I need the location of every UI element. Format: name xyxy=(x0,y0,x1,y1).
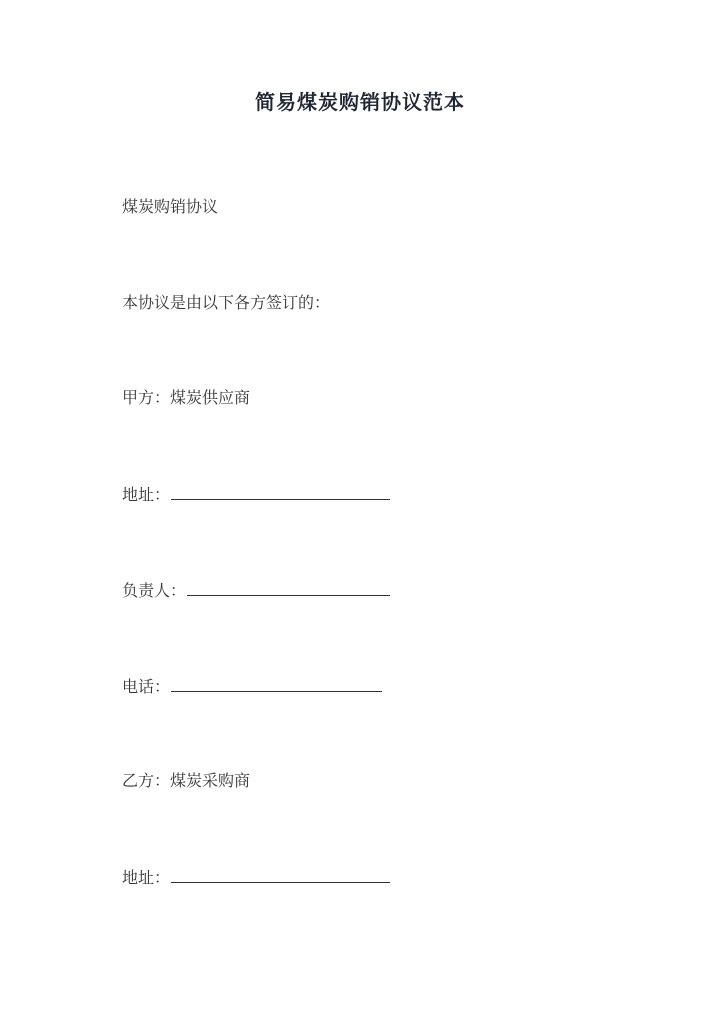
party-a-person-label: 负责人： xyxy=(122,581,187,600)
party-a-label: 甲方：煤炭供应商 xyxy=(122,388,251,407)
party-a-address-row xyxy=(122,483,390,506)
intro-paragraph: 本协议是由以下各方签订的： xyxy=(122,293,331,312)
party-b-address-row xyxy=(122,866,390,889)
party-b-address-label: 地址： xyxy=(122,868,171,887)
party-a-phone-blank xyxy=(171,675,382,692)
party-a-phone-row xyxy=(122,675,382,698)
document-title: 简易煤炭购销协议范本 xyxy=(255,90,465,114)
party-a-person-blank xyxy=(187,579,390,596)
party-a-address-label: 地址： xyxy=(122,485,171,504)
party-b-label: 乙方：煤炭采购商 xyxy=(122,771,251,790)
party-a-phone-label: 电话： xyxy=(122,677,171,696)
party-b-address-blank xyxy=(171,866,390,883)
party-a-person-row xyxy=(122,579,390,602)
party-a-address-blank xyxy=(171,483,390,500)
agreement-heading: 煤炭购销协议 xyxy=(122,197,219,216)
